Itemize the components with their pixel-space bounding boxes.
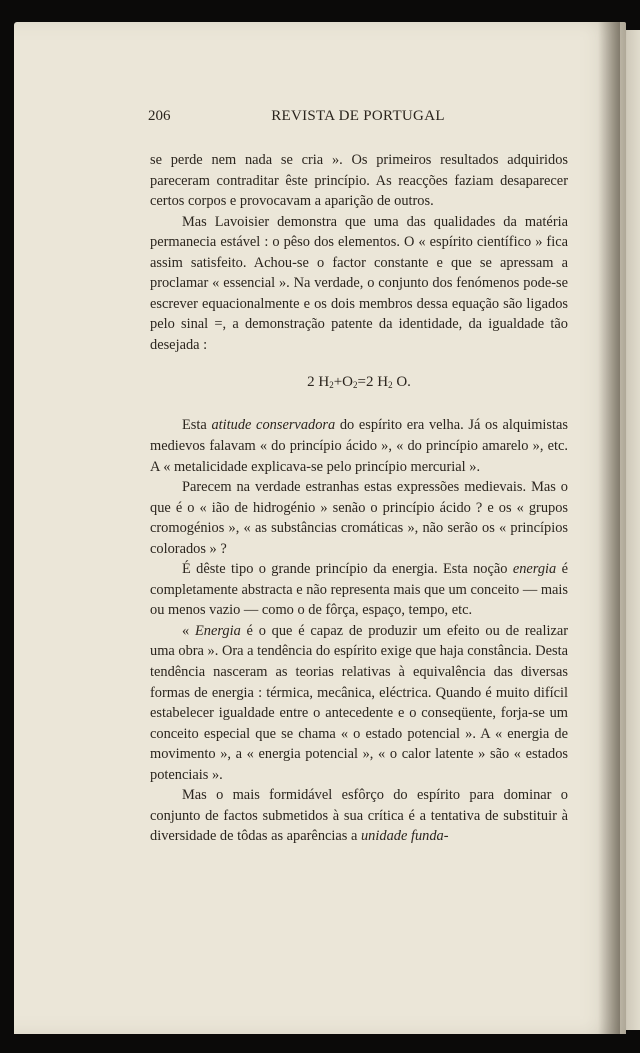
body-text: [150, 150, 568, 847]
p6-italic: Energia: [194, 622, 241, 639]
eq-subscript: 2: [329, 380, 334, 391]
page-gutter-shadow: [598, 22, 620, 1034]
eq-hydrogen: H: [377, 374, 389, 391]
paragraph-2: Mas Lavoisier demonstra que uma das qualidades da matéria permanecia estável : o pêso dos elementos. O « espírito científico » fica assim satisfeito. Achou-se o factor constante e que se apressam a proclamar « essencial ». Na verdade, o conjunto dos fenómenos pode-se escrever equacionalmente e os dois membros dessa equação são ligados pelo sinal =, a demonstração patente da identidade, da igualdade tão desejada :: [150, 213, 568, 353]
p3-italic: atitude conservadora: [211, 417, 336, 434]
p6-text-end: é o que é capaz de produzir um efeito ou de realizar uma obra ». Ora a tendência do espírito exige que haja constância. Desta tendência nasceram as teorias relativas à equivalência das diversas formas de energia : térmica, mecânica, eléctrica. Quando é muito difícil estabelecer igualdade entre o antecedente e o conseqüente, forja-se um conceito especial que se chama « o estado potencial ». A « energia de movimento », a « energia potencial », « o calor latente » são « estados potenciais ».: [150, 622, 569, 783]
eq-coefficient: 2: [365, 374, 374, 391]
paragraph-1: se perde nem nada se cria ». Os primeiros resultados adquiridos pareceram contraditar êste princípio. As reacções faziam desaparecer certos corpos e provocavam a aparição de outros.: [150, 152, 568, 210]
paragraph-7: [150, 785, 568, 847]
eq-subscript: 2: [388, 380, 393, 391]
chemical-equation: [150, 367, 568, 400]
paragraph-5: [150, 559, 568, 621]
p3-text-end: do espírito era velha. Já os alquimistas medievos falavam « do princípio ácido », « do princípio amarelo », etc. A « metalicidade explicava-se pelo princípio mercurial ».: [150, 417, 569, 475]
eq-coefficient: 2: [307, 374, 315, 391]
p6-text: «: [182, 622, 195, 639]
paragraph-6: [150, 621, 568, 785]
eq-hydrogen: H: [318, 374, 330, 391]
p7-italic: unidade funda-: [360, 828, 449, 845]
eq-subscript: 2: [353, 380, 358, 391]
p5-italic: energia: [512, 561, 557, 578]
running-head: REVISTA DE PORTUGAL: [271, 108, 445, 124]
p5-text-end: é completamente abstracta e não representa mais que um conceito — mais ou menos vazio — como o de fôrça, espaço, tempo, etc.: [150, 561, 568, 619]
p3-text: Esta: [182, 417, 212, 434]
page-header: [148, 108, 568, 128]
eq-plus: +: [333, 374, 343, 391]
page-number: 206: [148, 108, 171, 124]
paragraph-4: Parecem na verdade estranhas estas expressões medievais. Mas o que é o « ião de hidrogénio » senão o princípio ácido ? e os « grupos cromogénios », « as substâncias cromáticas », não serão os « princípios colorados » ?: [150, 479, 568, 557]
p5-text: É dêste tipo o grande princípio da energia. Esta noção: [182, 561, 513, 578]
paragraph-3: [150, 415, 568, 477]
p7-text: Mas o mais formidável esfôrço do espírito para dominar o conjunto de factos submetidos à sua crítica é a tentativa de substituir à diversidade de tôdas as aparências a: [150, 787, 568, 845]
eq-equals: =: [357, 374, 366, 391]
eq-oxygen: O: [342, 374, 353, 391]
eq-water-oxygen: O.: [396, 374, 411, 391]
